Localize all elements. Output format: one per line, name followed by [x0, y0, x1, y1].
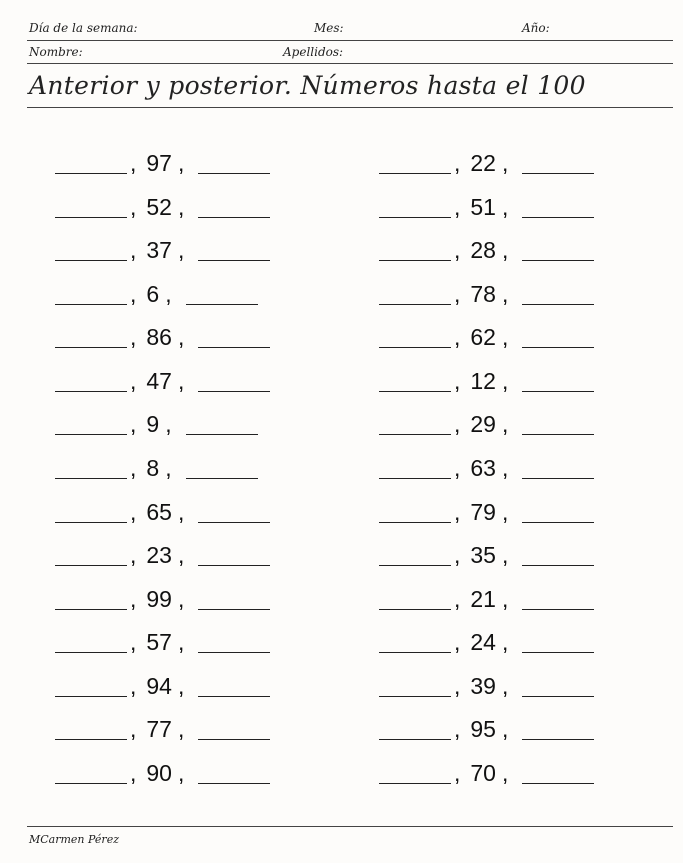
exercise-row-left-1 [55, 148, 270, 192]
exercise-row-right-9 [379, 497, 594, 541]
comma-separator: , [177, 542, 185, 569]
exercise-row-right-10 [379, 540, 594, 584]
previous-number-blank[interactable] [379, 279, 451, 305]
comma-separator: , [130, 454, 137, 481]
next-number-blank[interactable] [198, 758, 270, 784]
given-number: 37 [146, 237, 172, 264]
comma-separator: , [501, 193, 509, 220]
given-number: 52 [146, 193, 172, 220]
exercise-row-right-6 [379, 366, 594, 410]
given-number: 6 [146, 280, 160, 307]
comma-separator: , [130, 280, 137, 307]
previous-number-blank[interactable] [55, 235, 127, 261]
next-number-blank[interactable] [522, 409, 594, 435]
comma-separator: , [130, 716, 137, 743]
comma-separator: , [501, 759, 509, 786]
comma-separator: , [454, 585, 461, 612]
exercise-row-right-12 [379, 627, 594, 671]
comma-separator: , [454, 280, 461, 307]
comma-separator: , [177, 759, 185, 786]
given-number: 62 [470, 324, 496, 351]
comma-separator: , [454, 411, 461, 438]
comma-separator: , [177, 150, 185, 176]
exercise-row-left-5 [55, 322, 270, 366]
exercise-row-left-9 [55, 497, 270, 541]
previous-number-blank[interactable] [55, 714, 127, 740]
comma-separator: , [454, 672, 461, 699]
comma-separator: , [454, 193, 461, 220]
exercise-row-left-12 [55, 627, 270, 671]
exercise-row-left-14 [55, 714, 270, 758]
exercise-column-left [55, 148, 270, 801]
given-number: 78 [470, 280, 496, 307]
given-number: 29 [470, 411, 496, 438]
exercise-row-left-13 [55, 671, 270, 715]
comma-separator: , [454, 498, 461, 525]
comma-separator: , [501, 454, 509, 481]
comma-separator: , [501, 237, 509, 264]
header-divider-bottom [27, 107, 673, 108]
exercise-row-right-7 [379, 409, 594, 453]
comma-separator: , [177, 672, 185, 699]
footer-divider [27, 826, 673, 827]
previous-number-blank[interactable] [55, 409, 127, 435]
given-number: 63 [470, 454, 496, 481]
comma-separator: , [165, 454, 172, 481]
next-number-blank[interactable] [198, 540, 270, 566]
exercise-row-right-2 [379, 192, 594, 236]
comma-separator: , [454, 237, 461, 264]
exercise-row-right-3 [379, 235, 594, 279]
next-number-blank[interactable] [198, 584, 270, 610]
next-number-blank[interactable] [186, 409, 258, 435]
exercise-row-right-4 [379, 279, 594, 323]
author-credit: MCarmen Pérez [29, 833, 119, 846]
comma-separator: , [177, 324, 185, 351]
previous-number-blank[interactable] [379, 584, 451, 610]
worksheet-title: Anterior y posterior. Números hasta el 100 [29, 71, 586, 100]
previous-number-blank[interactable] [55, 671, 127, 697]
next-number-blank[interactable] [522, 627, 594, 653]
next-number-blank[interactable] [522, 235, 594, 261]
given-number: 90 [146, 759, 172, 786]
comma-separator: , [130, 672, 137, 699]
next-number-blank[interactable] [198, 366, 270, 392]
given-number: 99 [146, 585, 172, 612]
comma-separator: , [501, 585, 509, 612]
exercise-row-left-15 [55, 758, 270, 802]
comma-separator: , [501, 150, 509, 176]
previous-number-blank[interactable] [379, 671, 451, 697]
comma-separator: , [130, 585, 137, 612]
comma-separator: , [454, 759, 461, 786]
comma-separator: , [501, 498, 509, 525]
given-number: 95 [470, 716, 496, 743]
previous-number-blank[interactable] [55, 366, 127, 392]
next-number-blank[interactable] [186, 279, 258, 305]
previous-number-blank[interactable] [55, 540, 127, 566]
comma-separator: , [130, 411, 137, 438]
comma-separator: , [454, 542, 461, 569]
previous-number-blank[interactable] [379, 497, 451, 523]
comma-separator: , [501, 716, 509, 743]
next-number-blank[interactable] [198, 714, 270, 740]
previous-number-blank[interactable] [55, 322, 127, 348]
comma-separator: , [501, 367, 509, 394]
exercise-row-right-5 [379, 322, 594, 366]
day-of-week-label: Día de la semana: [29, 21, 138, 35]
given-number: 70 [470, 759, 496, 786]
given-number: 97 [146, 150, 172, 176]
next-number-blank[interactable] [198, 671, 270, 697]
next-number-blank[interactable] [198, 322, 270, 348]
comma-separator: , [130, 150, 137, 176]
previous-number-blank[interactable] [379, 148, 451, 174]
previous-number-blank[interactable] [379, 366, 451, 392]
comma-separator: , [454, 716, 461, 743]
comma-separator: , [177, 498, 185, 525]
given-number: 65 [146, 498, 172, 525]
comma-separator: , [130, 498, 137, 525]
year-label: Año: [522, 21, 550, 35]
given-number: 8 [146, 454, 160, 481]
next-number-blank[interactable] [198, 192, 270, 218]
previous-number-blank[interactable] [55, 627, 127, 653]
comma-separator: , [501, 280, 509, 307]
previous-number-blank[interactable] [379, 322, 451, 348]
given-number: 47 [146, 367, 172, 394]
given-number: 86 [146, 324, 172, 351]
exercise-row-left-11 [55, 584, 270, 628]
comma-separator: , [177, 193, 185, 220]
given-number: 12 [470, 367, 496, 394]
exercise-row-right-13 [379, 671, 594, 715]
given-number: 79 [470, 498, 496, 525]
previous-number-blank[interactable] [55, 148, 127, 174]
previous-number-blank[interactable] [379, 758, 451, 784]
next-number-blank[interactable] [198, 497, 270, 523]
next-number-blank[interactable] [186, 453, 258, 479]
month-label: Mes: [314, 21, 344, 35]
previous-number-blank[interactable] [55, 453, 127, 479]
previous-number-blank[interactable] [55, 497, 127, 523]
next-number-blank[interactable] [522, 540, 594, 566]
next-number-blank[interactable] [522, 322, 594, 348]
exercise-row-left-4 [55, 279, 270, 323]
given-number: 21 [470, 585, 496, 612]
given-number: 94 [146, 672, 172, 699]
next-number-blank[interactable] [522, 584, 594, 610]
next-number-blank[interactable] [522, 148, 594, 174]
comma-separator: , [130, 759, 137, 786]
previous-number-blank[interactable] [55, 279, 127, 305]
exercise-row-left-2 [55, 192, 270, 236]
comma-separator: , [130, 193, 137, 220]
given-number: 77 [146, 716, 172, 743]
header-divider-middle [27, 63, 673, 64]
header-divider-top [27, 40, 673, 41]
next-number-blank[interactable] [522, 279, 594, 305]
comma-separator: , [454, 324, 461, 351]
given-number: 22 [470, 150, 496, 176]
exercise-row-right-8 [379, 453, 594, 497]
comma-separator: , [177, 237, 185, 264]
comma-separator: , [501, 324, 509, 351]
previous-number-blank[interactable] [379, 714, 451, 740]
name-label: Nombre: [29, 45, 83, 59]
exercise-row-right-14 [379, 714, 594, 758]
comma-separator: , [177, 367, 185, 394]
exercise-row-right-1 [379, 148, 594, 192]
exercise-row-left-10 [55, 540, 270, 584]
previous-number-blank[interactable] [379, 192, 451, 218]
given-number: 9 [146, 411, 160, 438]
next-number-blank[interactable] [522, 453, 594, 479]
exercise-column-right [379, 148, 594, 801]
comma-separator: , [501, 411, 509, 438]
given-number: 23 [146, 542, 172, 569]
comma-separator: , [454, 454, 461, 481]
next-number-blank[interactable] [198, 148, 270, 174]
given-number: 57 [146, 629, 172, 656]
comma-separator: , [177, 629, 185, 656]
previous-number-blank[interactable] [379, 235, 451, 261]
comma-separator: , [130, 367, 137, 394]
given-number: 35 [470, 542, 496, 569]
comma-separator: , [177, 716, 185, 743]
comma-separator: , [501, 672, 509, 699]
comma-separator: , [165, 280, 172, 307]
comma-separator: , [130, 629, 137, 656]
next-number-blank[interactable] [522, 192, 594, 218]
next-number-blank[interactable] [522, 497, 594, 523]
comma-separator: , [501, 629, 509, 656]
exercise-row-left-7 [55, 409, 270, 453]
exercise-row-left-8 [55, 453, 270, 497]
next-number-blank[interactable] [522, 366, 594, 392]
previous-number-blank[interactable] [379, 627, 451, 653]
comma-separator: , [454, 367, 461, 394]
comma-separator: , [130, 542, 137, 569]
previous-number-blank[interactable] [379, 540, 451, 566]
comma-separator: , [454, 150, 461, 176]
previous-number-blank[interactable] [55, 584, 127, 610]
given-number: 39 [470, 672, 496, 699]
comma-separator: , [501, 542, 509, 569]
comma-separator: , [454, 629, 461, 656]
next-number-blank[interactable] [198, 235, 270, 261]
previous-number-blank[interactable] [55, 192, 127, 218]
surname-label: Apellidos: [283, 45, 344, 59]
next-number-blank[interactable] [198, 627, 270, 653]
previous-number-blank[interactable] [379, 409, 451, 435]
next-number-blank[interactable] [522, 758, 594, 784]
next-number-blank[interactable] [522, 714, 594, 740]
next-number-blank[interactable] [522, 671, 594, 697]
exercise-row-left-3 [55, 235, 270, 279]
given-number: 24 [470, 629, 496, 656]
comma-separator: , [130, 237, 137, 264]
given-number: 28 [470, 237, 496, 264]
comma-separator: , [177, 585, 185, 612]
given-number: 51 [470, 193, 496, 220]
previous-number-blank[interactable] [55, 758, 127, 784]
previous-number-blank[interactable] [379, 453, 451, 479]
comma-separator: , [165, 411, 172, 438]
exercise-row-right-15 [379, 758, 594, 802]
comma-separator: , [130, 324, 137, 351]
exercise-row-left-6 [55, 366, 270, 410]
exercise-row-right-11 [379, 584, 594, 628]
